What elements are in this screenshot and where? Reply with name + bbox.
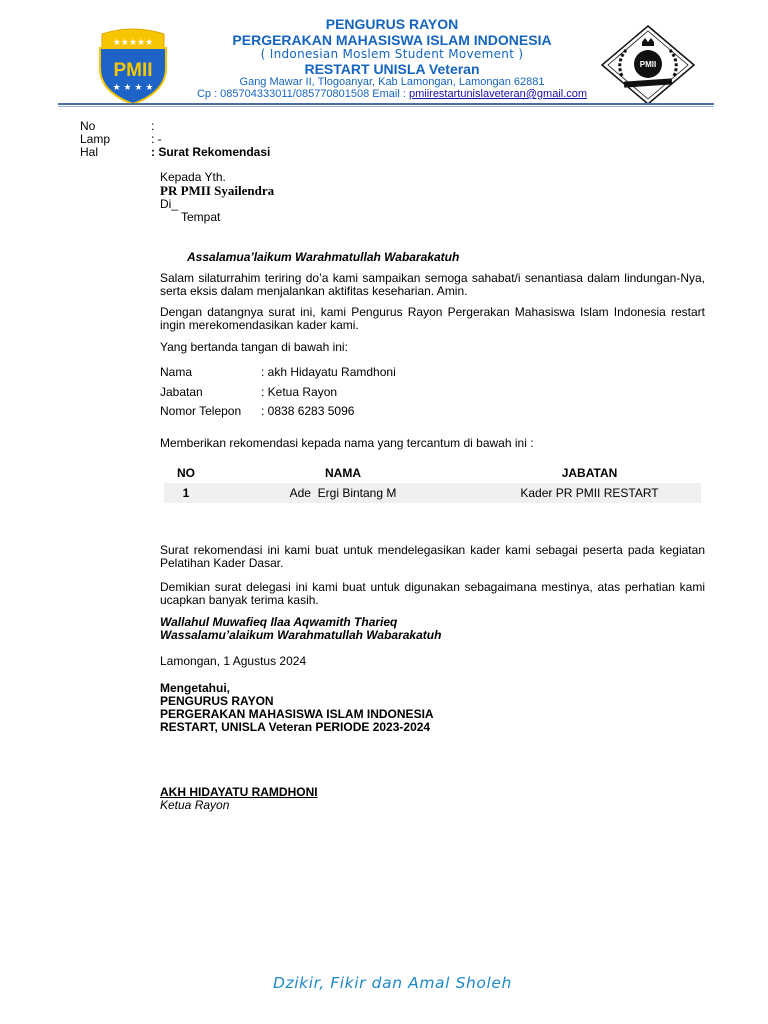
paragraph-2: Dengan datangnya surat ini, kami Pengurus Rayon Pergerakan Mahasiswa Islam Indonesia restart ingin merekomendasikan kader kami. (160, 305, 705, 332)
paragraph-3: Yang bertanda tangan di bawah ini: (160, 340, 348, 354)
signer-name-label: Nama (160, 365, 193, 379)
table-header-row (164, 463, 701, 483)
svg-text:★ ★ ★ ★: ★ ★ ★ ★ (112, 83, 154, 93)
meta-no-value: : (151, 119, 155, 133)
table-row (164, 483, 701, 503)
signature-known: Mengetahui, (160, 681, 231, 695)
org-line-2: PERGERAKAN MAHASISWA ISLAM INDONESIA (232, 32, 552, 48)
recommendation-table (164, 463, 701, 503)
org-contact (178, 88, 606, 100)
org-line-1: PENGURUS RAYON (325, 16, 459, 32)
signer-position-value: : Ketua Rayon (261, 385, 338, 399)
signer-phone-value: : 0838 6283 5096 (261, 404, 355, 418)
meta-lamp-label: Lamp (80, 132, 111, 146)
table-header-no: NO (177, 466, 195, 480)
signature-name: AKH HIDAYATU RAMDHONI (160, 785, 318, 799)
paragraph-4: Memberikan rekomendasi kepada nama yang tercantum di bawah ini : (160, 436, 534, 450)
signer-name-value: : akh Hidayatu Ramdhoni (261, 365, 396, 379)
svg-text:★★★★★: ★★★★★ (112, 38, 154, 48)
meta-no-label: No (80, 119, 96, 133)
org-line-3: ( Indonesian Moslem Student Movement ) (260, 47, 524, 61)
rayon-emblem-logo (600, 24, 696, 106)
table-header-nama: NAMA (325, 466, 361, 480)
left-logo-text: PMII (113, 60, 153, 81)
paragraph-5: Surat rekomendasi ini kami buat untuk mendelegasikan kader kami sebagai peserta pada kegiatan Pelatihan Kader Dasar. (160, 543, 705, 570)
header-rule (58, 103, 714, 105)
meta-lamp-value: : - (151, 132, 162, 146)
paragraph-6: Demikian surat delegasi ini kami buat untuk digunakan sebagaimana mestinya, atas perhatian kami ucapkan banyak terima kasih. (160, 580, 705, 607)
opening-salam: Assalamua’laikum Warahmatullah Wabarakatuh (187, 250, 460, 264)
recipient-place: Tempat (181, 210, 221, 224)
signature-org-3: RESTART, UNISLA Veteran PERIODE 2023-2024 (160, 720, 431, 734)
signature-title: Ketua Rayon (160, 798, 230, 812)
signature-date: Lamongan, 1 Agustus 2024 (160, 654, 307, 668)
footer-tagline: Dzikir, Fikir dan Amal Sholeh (272, 974, 512, 992)
table-cell-nama: Ade Ergi Bintang M (289, 486, 397, 500)
closing-line-1: Wallahul Muwafieq Ilaa Aqwamith Tharieq (160, 615, 398, 629)
contact-prefix: Cp : 085704333011/085770801508 Email : (196, 88, 409, 100)
table-cell-jabatan: Kader PR PMII RESTART (520, 486, 659, 500)
header-rule-thin (58, 106, 714, 107)
org-address: Gang Mawar II, Tlogoanyar, Kab Lamongan, Lamongan 62881 (239, 76, 545, 88)
recipient-di: Di_ (160, 197, 179, 211)
recipient-greeting: Kepada Yth. (160, 170, 226, 184)
signer-position-label: Jabatan (160, 385, 203, 399)
org-line-4: RESTART UNISLA Veteran (304, 61, 480, 77)
right-logo-text: PMII (639, 60, 657, 69)
table-cell-no: 1 (182, 486, 190, 500)
closing-line-2: Wassalamu’alaikum Warahmatullah Wabarakatuh (160, 628, 442, 642)
signature-org-2: PERGERAKAN MAHASISWA ISLAM INDONESIA (160, 707, 434, 721)
signer-phone-label: Nomor Telepon (160, 404, 242, 418)
pmii-shield-logo (94, 26, 172, 106)
meta-hal-label: Hal (80, 145, 99, 159)
paragraph-1: Salam silaturrahim teriring do’a kami sampaikan semoga sahabat/i senantiasa dalam lindungan-Nya, serta eksis dalam menjalankan aktifitas keseharian. Amin. (160, 271, 705, 298)
meta-hal-value: : Surat Rekomendasi (151, 145, 271, 159)
email-link[interactable]: pmiirestartunislaveteran@gmail.com (408, 88, 588, 100)
table-header-jabatan: JABATAN (561, 466, 618, 480)
recipient-name: PR PMII Syailendra (160, 183, 275, 198)
signature-org-1: PENGURUS RAYON (160, 694, 274, 708)
